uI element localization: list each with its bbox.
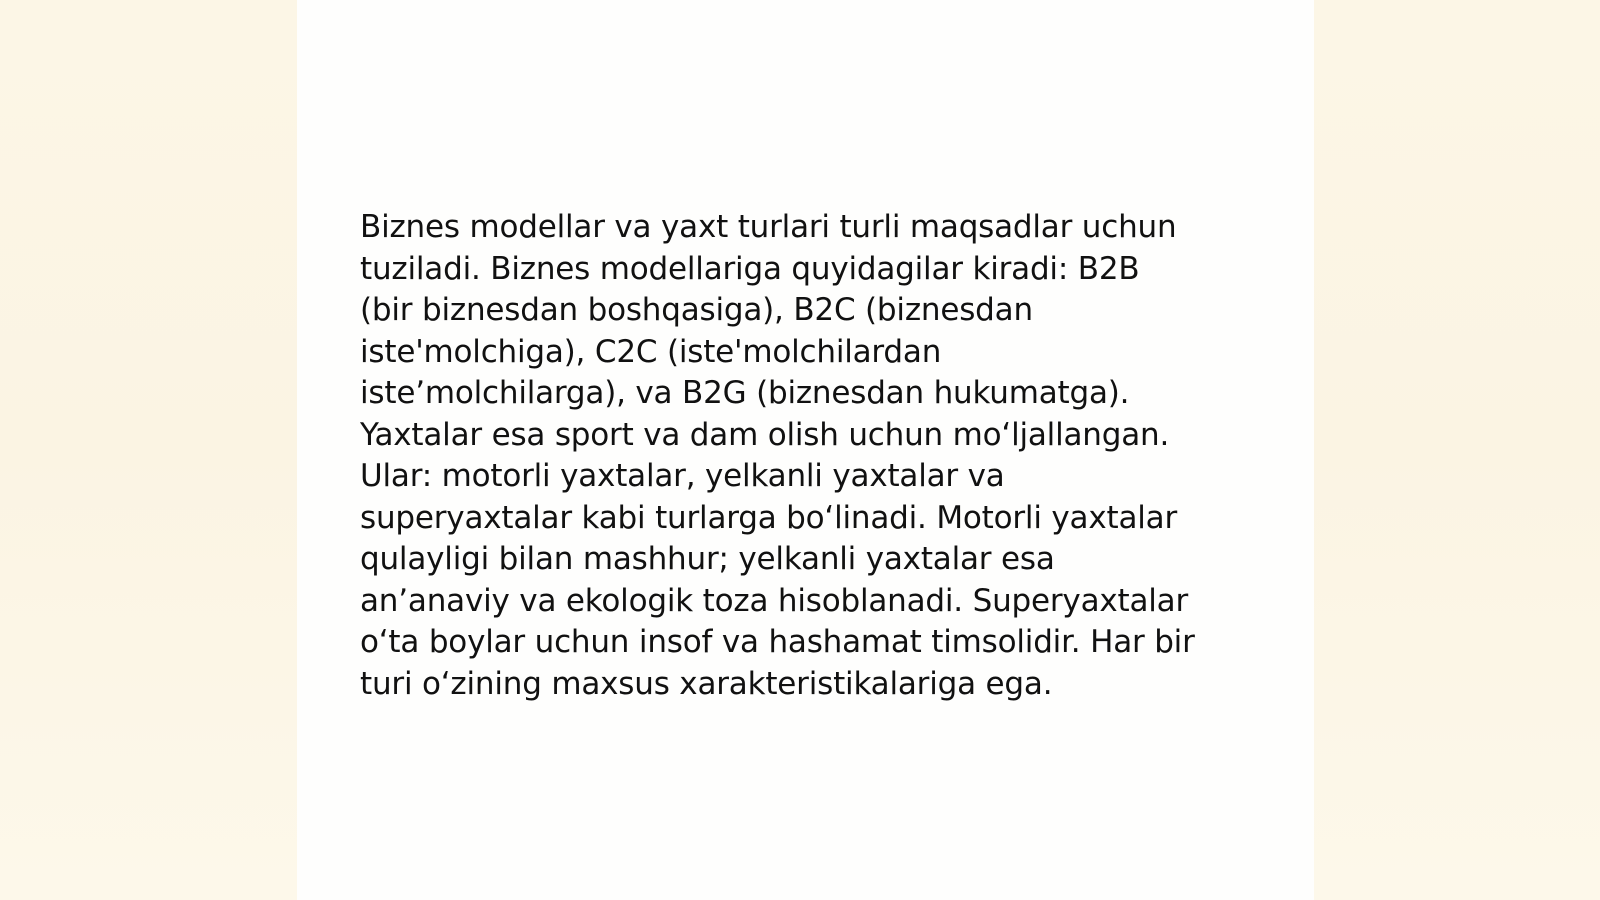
paragraph-line: superyaxtalar kabi turlarga bo‘linadi. Motorli yaxtalar (360, 499, 1177, 536)
body-paragraph (360, 207, 1260, 705)
paragraph-line: Ular: motorli yaxtalar, yelkanli yaxtalar va (360, 458, 1005, 494)
paragraph-line: Biznes modellar va yaxt turlari turli maqsadlar uchun (360, 209, 1177, 245)
paragraph-line: o‘ta boylar uchun insof va hashamat timsolidir. Har bir (360, 624, 1195, 660)
document-page (297, 0, 1314, 900)
paragraph-line: iste’molchilarga), va B2G (biznesdan hukumatga). (360, 375, 1130, 411)
paragraph-line: (bir biznesdan boshqasiga), B2C (biznesdan (360, 292, 1033, 328)
paragraph-line: Yaxtalar esa sport va dam olish uchun mo‘ljallangan. (360, 416, 1170, 453)
right-margin-background (1314, 0, 1600, 900)
paragraph-line: iste'molchiga), C2C (iste'molchilardan (360, 333, 942, 370)
paragraph-line: turi o‘zining maxsus xarakteristikalariga ega. (360, 665, 1053, 702)
paragraph-line: tuziladi. Biznes modellariga quyidagilar kiradi: B2B (360, 250, 1140, 287)
paragraph-line: qulayligi bilan mashhur; yelkanli yaxtalar esa (360, 541, 1055, 577)
left-margin-background (0, 0, 297, 900)
paragraph-line: an’anaviy va ekologik toza hisoblanadi. Superyaxtalar (360, 582, 1189, 619)
